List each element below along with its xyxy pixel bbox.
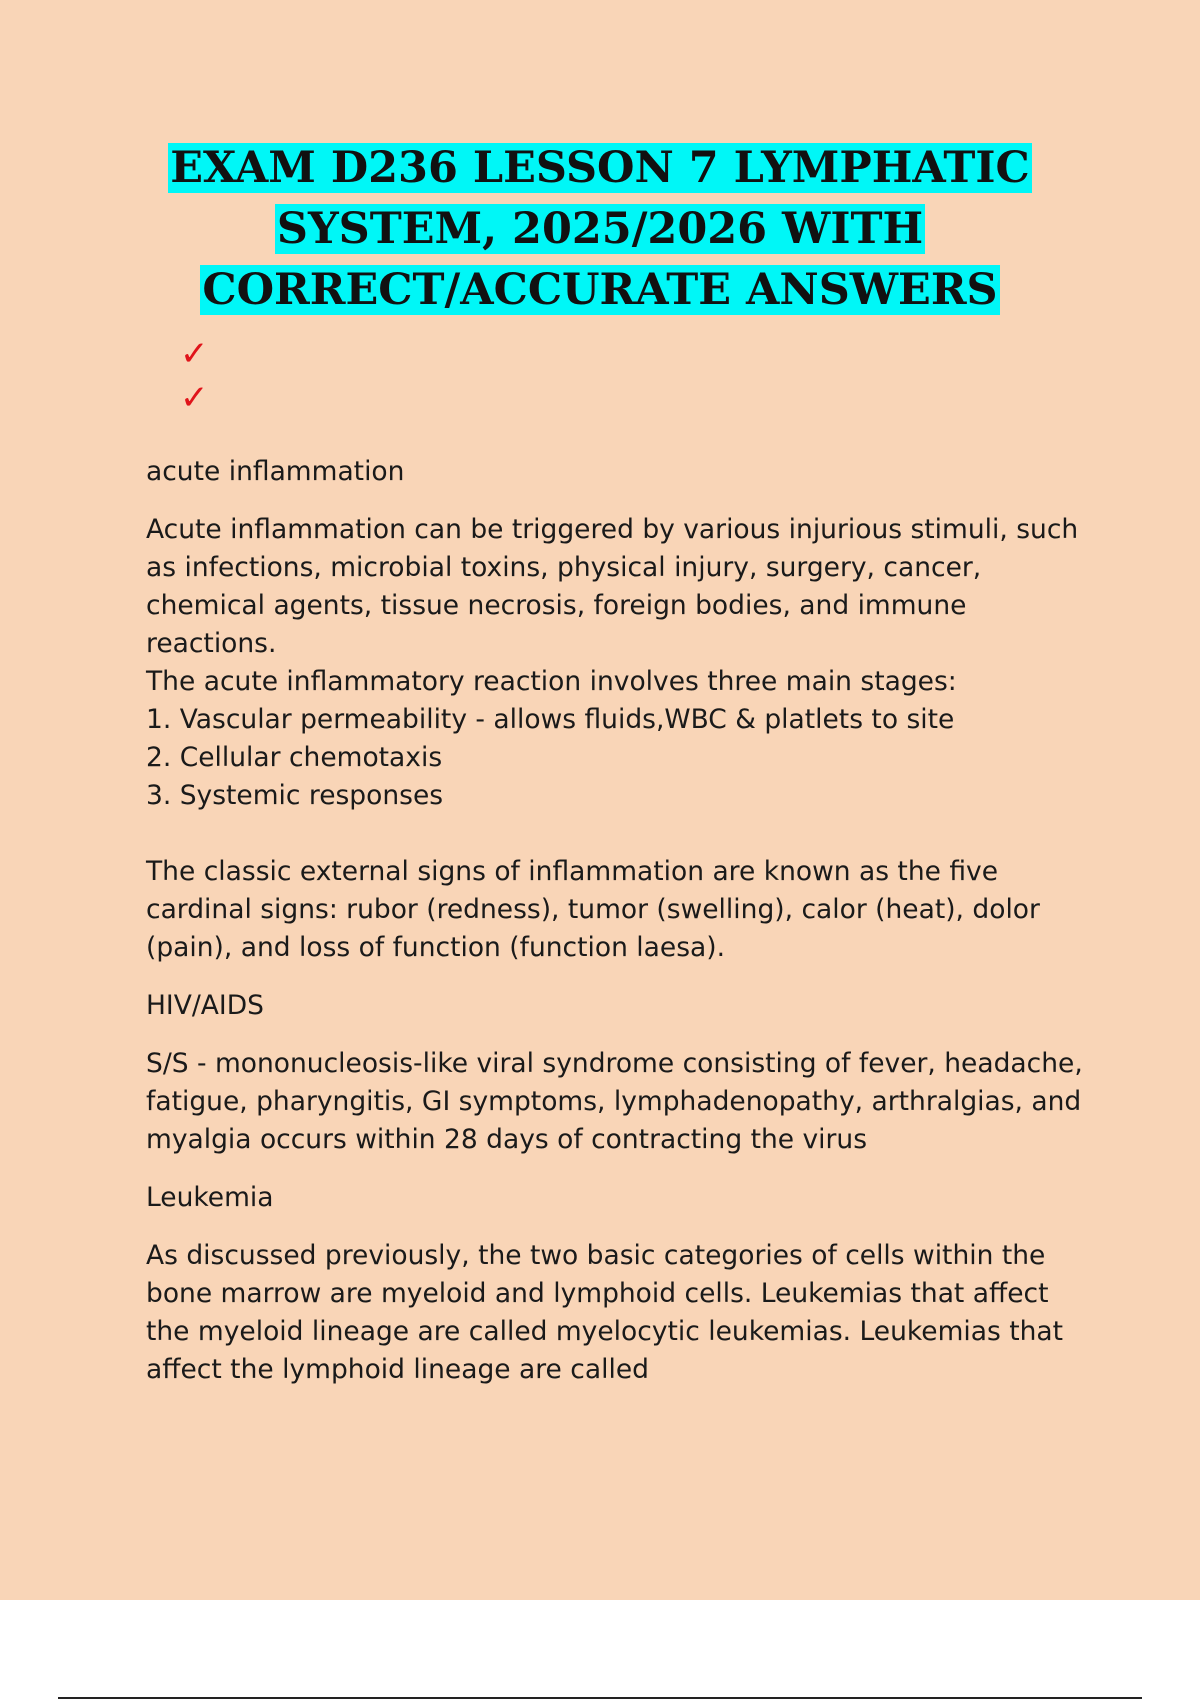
definition-line: 2. Cellular chemotaxis — [146, 742, 443, 773]
entry-term: acute inflammation — [146, 456, 405, 487]
entry-leukemia — [146, 1179, 1096, 1389]
blank-line — [146, 815, 1096, 853]
definition-line: S/S - mononucleosis-like viral syndrome consisting of fever, headache, fatigue, pharyngitis, GI symptoms, lymphadenopathy, arthralgias, and myalgia occurs within 28 days of contracting the virus — [146, 1048, 1083, 1155]
entry-definition — [146, 511, 1096, 967]
definition-line: 3. Systemic responses — [146, 780, 444, 811]
definition-line: The acute inflammatory reaction involves three main stages: — [146, 666, 957, 697]
document-title — [100, 138, 1100, 321]
definition-line: 1. Vascular permeability - allows fluids,WBC & platlets to site — [146, 704, 955, 735]
definition-line: The classic external signs of inflammation are known as the five cardinal signs: rubor (redness), tumor (swelling), calor (heat), dolor (pain), and loss of function (function laesa). — [146, 856, 1040, 963]
flashcard-list — [146, 453, 1096, 1409]
entry-acute-inflammation — [146, 453, 1096, 967]
entry-hiv-aids — [146, 987, 1096, 1159]
check-icon: ✓ — [180, 334, 209, 374]
check-marks — [180, 332, 209, 420]
title-line: CORRECT/ACCURATE ANSWERS — [202, 265, 998, 315]
title-line: EXAM D236 LESSON 7 LYMPHATIC — [170, 143, 1030, 193]
entry-definition — [146, 1237, 1096, 1389]
definition-line: As discussed previously, the two basic categories of cells within the bone marrow are myeloid and lymphoid cells. Leukemias that affect the myeloid lineage are called myelocytic leukemias. Leukemias that affect the lymphoid lineage are called — [146, 1240, 1064, 1385]
definition-line: Acute inflammation can be triggered by various injurious stimuli, such as infections, microbial toxins, physical injury, surgery, cancer, chemical agents, tissue necrosis, foreign bodies, and immune reactions. — [146, 514, 1079, 659]
entry-term: Leukemia — [146, 1182, 274, 1213]
footer-divider — [58, 1697, 1142, 1699]
title-line: SYSTEM, 2025/2026 WITH — [276, 204, 924, 254]
check-icon: ✓ — [180, 378, 209, 418]
entry-definition — [146, 1045, 1096, 1159]
entry-term: HIV/AIDS — [146, 990, 264, 1021]
